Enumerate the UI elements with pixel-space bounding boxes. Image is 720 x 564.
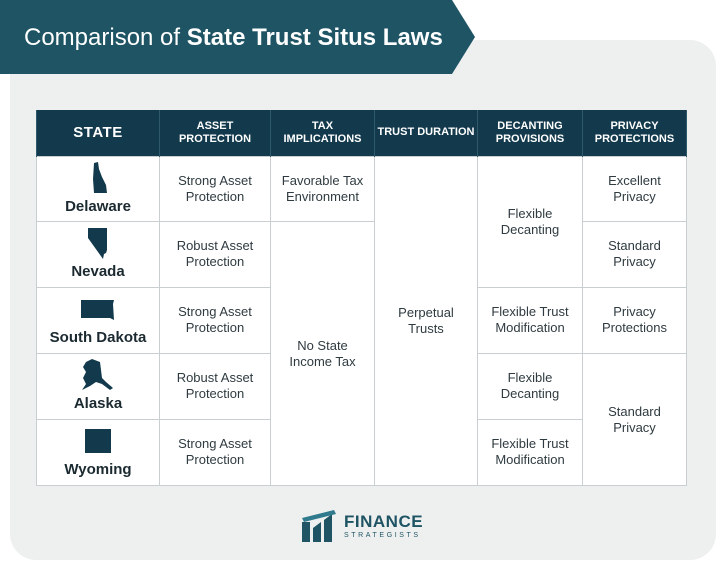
logo-sub-text: STRATEGISTS [344, 531, 421, 539]
privacy-cell: Excellent Privacy [583, 156, 687, 222]
trust-duration-cell: Perpetual Trusts [375, 156, 478, 486]
privacy-cell: Standard Privacy [583, 354, 687, 486]
table-header-row [37, 110, 687, 156]
asset-protection-cell: Robust Asset Protection [160, 222, 271, 288]
column-header-decanting-provisions: DECANTING PROVISIONS [478, 110, 583, 156]
privacy-cell: Privacy Protections [583, 288, 687, 354]
state-cell-nevada [37, 222, 160, 288]
column-header-tax-implications: TAX IMPLICATIONS [271, 110, 375, 156]
state-name: Wyoming [64, 461, 132, 479]
title-light-text: Comparison of [24, 24, 181, 51]
column-header-privacy-protections: PRIVACY PROTECTIONS [583, 110, 687, 156]
state-cell-alaska [37, 354, 160, 420]
state-cell-wyoming [37, 420, 160, 486]
state-name: Alaska [73, 395, 123, 413]
state-cell-south-dakota [37, 288, 160, 354]
table-row [37, 156, 687, 222]
column-header-asset-protection: ASSET PROTECTION [160, 110, 271, 156]
asset-protection-cell: Robust Asset Protection [160, 354, 271, 420]
tax-implications-cell: Favorable Tax Environment [271, 156, 375, 222]
alaska-map-icon [78, 358, 118, 392]
tax-implications-cell: No State Income Tax [271, 222, 375, 486]
privacy-cell: Standard Privacy [583, 222, 687, 288]
state-name: South Dakota [49, 329, 147, 347]
finance-strategists-logo-icon [300, 508, 340, 544]
column-header-state: STATE [37, 110, 160, 156]
brand-logo [300, 506, 423, 546]
state-name: Nevada [71, 263, 125, 281]
wyoming-map-icon [78, 424, 118, 458]
nevada-map-icon [78, 226, 118, 260]
table-row [37, 222, 687, 288]
decanting-cell: Flexible Trust Modification [478, 288, 583, 354]
comparison-table [36, 110, 687, 486]
asset-protection-cell: Strong Asset Protection [160, 288, 271, 354]
page-title [24, 19, 443, 57]
state-cell-delaware [37, 156, 160, 222]
south-dakota-map-icon [78, 292, 118, 326]
asset-protection-cell: Strong Asset Protection [160, 420, 271, 486]
delaware-map-icon [78, 161, 118, 195]
column-header-trust-duration: TRUST DURATION [375, 110, 478, 156]
asset-protection-cell: Strong Asset Protection [160, 156, 271, 222]
decanting-cell: Flexible Trust Modification [478, 420, 583, 486]
title-bold-text: State Trust Situs Laws [186, 24, 443, 51]
decanting-cell: Flexible Decanting [478, 354, 583, 420]
state-name: Delaware [65, 197, 131, 215]
logo-main-text: FINANCE [344, 511, 424, 531]
decanting-cell: Flexible Decanting [478, 156, 583, 288]
